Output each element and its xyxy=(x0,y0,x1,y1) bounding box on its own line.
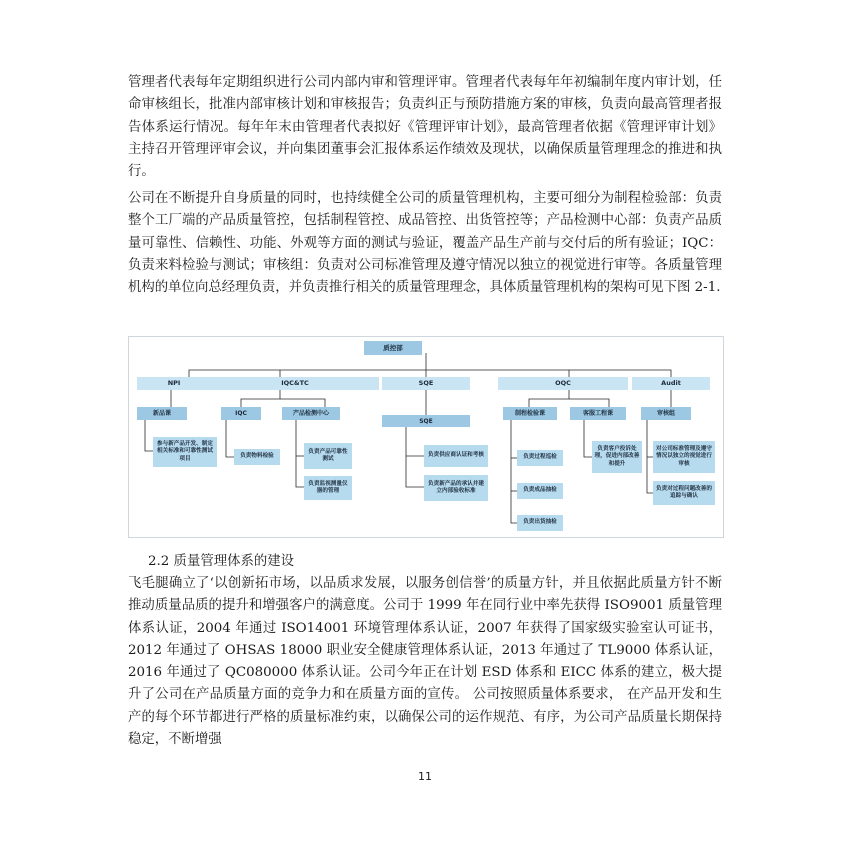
unit-audit-group: 审核组 xyxy=(641,407,691,420)
unit-testing-center: 产品检测中心 xyxy=(282,407,340,420)
root-quality-control-dept: 质控部 xyxy=(364,341,422,355)
task-standards-audit: 对公司标准管理及遵守情况以独立的视觉进行审核 xyxy=(653,441,715,473)
dept-iqctc: IQC&TC xyxy=(211,377,379,390)
task-new-product-approval: 负责新产品的承认并建立内部验收标准 xyxy=(424,475,488,501)
dept-audit: Audit xyxy=(632,377,710,390)
unit-sqe: SQE xyxy=(382,415,470,427)
task-reliability-testing: 负责产品可靠性测试 xyxy=(304,443,352,469)
task-material-inspection: 负责物料检验 xyxy=(234,449,280,465)
dept-sqe: SQE xyxy=(382,377,470,390)
task-supplier-certification: 负责供应商认证和考核 xyxy=(424,445,488,467)
task-process-patrol: 负责过程巡检 xyxy=(517,450,563,466)
page-number: 11 xyxy=(418,770,432,783)
org-chart-figure xyxy=(128,336,724,538)
paragraph-internal-audit: 管理者代表每年定期组织进行公司内部内审和管理评审。管理者代表每年年初编制年度内审计划，任命审核组长，批准内部审核计划和审核报告；负责纠正与预防措施方案的审核，负责向最高管理者报告体系运行情况。每年年末由管理者代表拟好《管理评审计划》，最高管理者依据《管理评审计划》 主持召开管理评审会议，并向集团董事会汇报体系运作绩效及现状，以确保质量管理理念的推进和执行。 xyxy=(128,75,722,180)
org-chart-connectors xyxy=(129,337,723,537)
task-instrument-management: 负责监视测量仪器的管理 xyxy=(304,476,352,500)
task-shipment-sampling: 负责出货抽检 xyxy=(517,515,563,531)
task-customer-complaints: 负责客户投诉处理，促进内部改善和提升 xyxy=(592,441,642,473)
task-npi: 参与新产品开发、制定相关标准和可靠性测试项目 xyxy=(153,437,217,467)
dept-npi: NPI xyxy=(137,377,211,390)
unit-new-product: 新品课 xyxy=(137,407,187,420)
unit-iqc: IQC xyxy=(221,407,261,420)
section-heading: 2.2 质量管理体系的建设 xyxy=(148,554,295,569)
unit-customer-service: 客服工程课 xyxy=(570,407,626,420)
paragraph-quality-organization: 公司在不断提升自身质量的同时，也持续健全公司的质量管理机构，主要可细分为制程检验部：负责整个工厂端的产品质量管控，包括制程管控、成品管控、出货管控等；产品检测中心部：负责产品质量可靠性、信赖性、功能、外观等方面的测试与验证，覆盖产品生产前与交付后的所有验证；IQC：负责来料检验与测试；审核组：负责对公司标准管理及遵守情况以独立的视觉进行审等。各质量管理机构的单位向总经理负责，并负责推行相关的质量管理理念，具体质量管理机构的架构可见下图 2-1. xyxy=(128,191,722,296)
task-finished-product-sampling: 负责成品抽检 xyxy=(517,483,563,499)
unit-process-inspection: 制程检验课 xyxy=(503,407,557,420)
dept-oqc: OQC xyxy=(498,377,628,390)
paragraph-quality-system: 飞毛腿确立了‘以创新拓市场，以品质求发展，以服务创信誉’的质量方针，并且依据此质量方针不断推动质量品质的提升和增强客户的满意度。公司于 1999 年在同行业中率先获得 ISO9001 质量管理体系认证，2004 年通过 ISO14001 环境管理体系认证，2007 年获得了国家级实验室认可证书，2012 年通过了 OHSAS 18000 职业安全健康管理体系认证，2013 年通过了 TL9000 体系认证， 2016 年通过了 QC080000 体系认证。公司今年正在计划 ESD 体系和 EICC 体系的建立，极大提升了公司在产品质量方面的竞争力和在质量方面的宣传。 公司按照质量体系要求， 在产品开发和生产的每个环节都进行严格的质量标准约束，以确保公司的运作规范、有序，为公司产品质量长期保持稳定，不断增强 xyxy=(128,576,722,748)
task-improvement-tracking: 负责对过程问题改善的追踪与确认 xyxy=(653,481,715,505)
